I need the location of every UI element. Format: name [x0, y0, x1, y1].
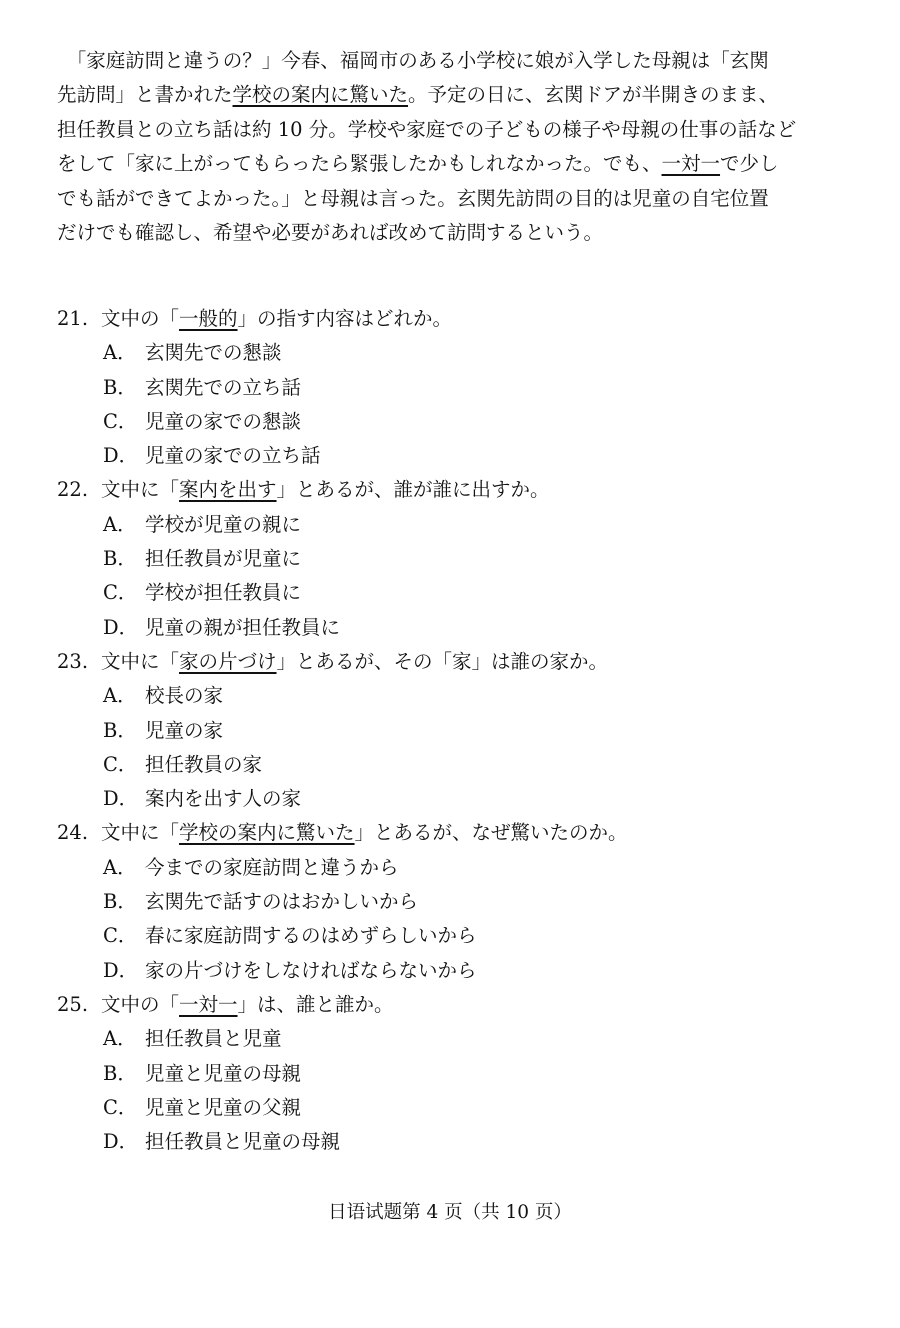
- option-letter: C．: [103, 752, 138, 776]
- passage-line: [57, 147, 862, 181]
- option-text: 家の片づけをしなければならないから: [145, 958, 477, 982]
- option-text: 担任教員が児童に: [145, 547, 302, 571]
- option-text: 児童の家での立ち話: [145, 444, 321, 468]
- answer-option[interactable]: [57, 542, 862, 576]
- option-letter: C．: [103, 409, 138, 433]
- text-segment: 。予定の日に、玄関ドアが半開きのまま、: [408, 83, 778, 107]
- passage-line: [57, 216, 862, 250]
- question-24: [57, 816, 862, 987]
- answer-option[interactable]: [57, 782, 862, 816]
- text-segment: 」は、誰と誰か。: [237, 992, 394, 1016]
- page-footer: 日语试题第 4 页（共 10 页）: [328, 1202, 572, 1223]
- text-segment: 「家庭訪問と違うの？」今春、福岡市のある小学校に娘が入学した母親は「玄関: [57, 49, 769, 72]
- question-number: 21.: [57, 307, 89, 330]
- question-22: [57, 473, 862, 644]
- option-letter: A．: [103, 1027, 137, 1051]
- question-number: 25.: [57, 992, 89, 1016]
- option-text: 今までの家庭訪問と違うから: [145, 855, 399, 879]
- question-stem: [57, 302, 862, 336]
- answer-option[interactable]: [57, 851, 862, 885]
- text-segment: 文中の「: [101, 992, 180, 1016]
- option-letter: C．: [103, 581, 138, 605]
- option-text: 児童の家での懇談: [145, 409, 302, 433]
- option-letter: A．: [103, 512, 137, 536]
- text-segment: 」の指す内容はどれか。: [237, 307, 453, 330]
- answer-option[interactable]: [57, 336, 862, 370]
- answer-option[interactable]: [57, 1022, 862, 1056]
- option-letter: B．: [103, 718, 137, 742]
- underlined-phrase: 案内を出す: [179, 478, 277, 502]
- answer-option[interactable]: [57, 439, 862, 473]
- option-text: 玄関先での懇談: [145, 341, 282, 365]
- underlined-phrase: 一対一: [179, 992, 238, 1016]
- answer-option[interactable]: [57, 508, 862, 542]
- text-segment: 文中に「: [101, 649, 180, 673]
- passage-line: [57, 113, 862, 147]
- answer-option[interactable]: [57, 1091, 862, 1125]
- option-text: 担任教員と児童: [145, 1027, 282, 1051]
- underlined-phrase: 家の片づけ: [179, 649, 277, 673]
- question-number: 22.: [57, 478, 89, 502]
- question-stem: [57, 988, 862, 1022]
- option-letter: D．: [103, 444, 139, 468]
- text-segment: で少し: [720, 152, 779, 176]
- passage-line: [57, 44, 862, 78]
- underlined-phrase: 一般的: [179, 307, 238, 330]
- answer-option[interactable]: [57, 1057, 862, 1091]
- option-letter: B．: [103, 1061, 137, 1085]
- option-letter: D．: [103, 787, 139, 811]
- question-number: 24.: [57, 821, 89, 845]
- answer-option[interactable]: [57, 714, 862, 748]
- answer-option[interactable]: [57, 885, 862, 919]
- answer-option[interactable]: [57, 954, 862, 988]
- question-stem: [57, 473, 862, 507]
- text-segment: 」とあるが、なぜ驚いたのか。: [354, 821, 628, 845]
- question-list: [57, 302, 862, 1159]
- option-text: 児童と児童の母親: [145, 1061, 302, 1085]
- text-segment: をして「家に上がってもらったら緊張したかもしれなかった。でも、: [57, 152, 662, 176]
- option-letter: A．: [103, 341, 137, 365]
- answer-option[interactable]: [57, 371, 862, 405]
- question-23: [57, 645, 862, 816]
- passage-line: [57, 78, 862, 112]
- option-text: 校長の家: [145, 684, 224, 708]
- question-number: 23.: [57, 649, 89, 673]
- answer-option[interactable]: [57, 611, 862, 645]
- underlined-phrase: 学校の案内に驚いた: [232, 83, 409, 107]
- option-text: 玄関先で話すのはおかしいから: [145, 890, 419, 914]
- option-text: 学校が児童の親に: [145, 512, 302, 536]
- option-letter: B．: [103, 890, 137, 914]
- answer-option[interactable]: [57, 576, 862, 610]
- question-stem: [57, 816, 862, 850]
- reading-passage: [57, 44, 862, 250]
- text-segment: 先訪問」と書かれた: [57, 83, 233, 107]
- option-letter: A．: [103, 684, 137, 708]
- text-segment: 文中に「: [101, 478, 180, 502]
- option-letter: B．: [103, 547, 137, 571]
- option-text: 児童と児童の父親: [145, 1095, 302, 1119]
- question-25: [57, 988, 862, 1159]
- option-text: 春に家庭訪問するのはめずらしいから: [145, 924, 477, 948]
- text-segment: だけでも確認し、希望や必要があれば改めて訪問するという。: [57, 221, 604, 245]
- option-letter: D．: [103, 1130, 139, 1154]
- passage-line: [57, 182, 862, 216]
- text-segment: でも話ができてよかった。」と母親は言った。玄関先訪問の目的は児童の自宅位置: [57, 186, 769, 210]
- question-21: [57, 302, 862, 473]
- option-text: 学校が担任教員に: [145, 581, 302, 605]
- answer-option[interactable]: [57, 679, 862, 713]
- text-segment: 担任教員との立ち話は約 10 分。学校や家庭での子どもの様子や母親の仕事の話など: [57, 117, 797, 141]
- option-letter: B．: [103, 375, 137, 399]
- answer-option[interactable]: [57, 748, 862, 782]
- option-letter: D．: [103, 615, 139, 639]
- option-letter: C．: [103, 1095, 138, 1119]
- option-text: 担任教員の家: [145, 752, 263, 776]
- option-text: 玄関先での立ち話: [145, 375, 302, 399]
- option-letter: D．: [103, 958, 139, 982]
- text-segment: 文中に「: [101, 821, 180, 845]
- question-stem: [57, 645, 862, 679]
- option-text: 案内を出す人の家: [145, 787, 302, 811]
- option-text: 担任教員と児童の母親: [145, 1130, 341, 1154]
- underlined-phrase: 一対一: [661, 152, 721, 176]
- text-segment: 」とあるが、その「家」は誰の家か。: [276, 649, 609, 673]
- option-letter: A．: [103, 855, 137, 879]
- option-text: 児童の親が担任教員に: [145, 615, 341, 639]
- answer-option[interactable]: [57, 405, 862, 439]
- underlined-phrase: 学校の案内に驚いた: [179, 821, 355, 845]
- answer-option[interactable]: [57, 1125, 862, 1159]
- text-segment: 文中の「: [101, 307, 180, 330]
- answer-option[interactable]: [57, 919, 862, 953]
- text-segment: 」とあるが、誰が誰に出すか。: [276, 478, 550, 502]
- option-letter: C．: [103, 924, 138, 948]
- option-text: 児童の家: [145, 718, 224, 742]
